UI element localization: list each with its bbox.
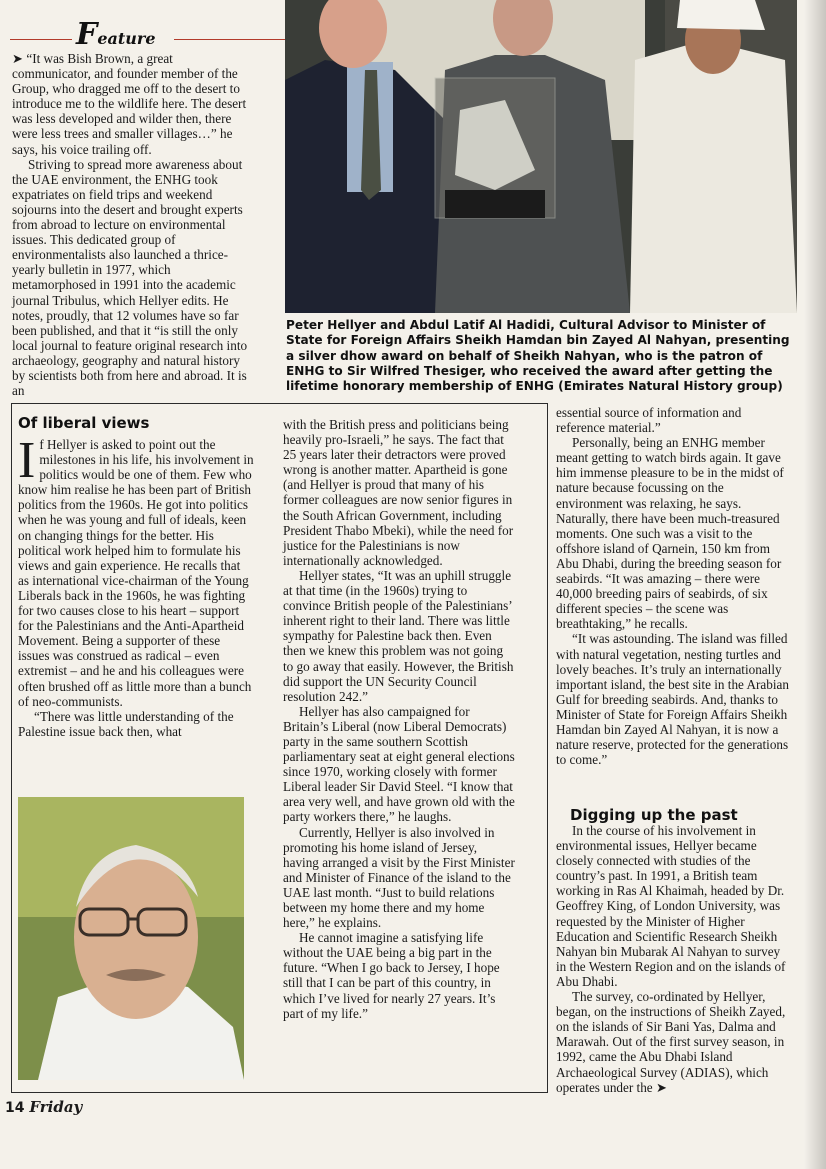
header-rule-left bbox=[10, 39, 72, 40]
intro-paragraph: ➤ “It was Bish Brown, a great communicator, and founder member of the Group, who dragged me off to the desert to introduce me to the wildlife here. The desert was less developed and wilder then, there were less trees and smaller villages…” he says, his voice trailing off. bbox=[12, 51, 247, 157]
award-photo bbox=[285, 0, 797, 313]
page-binding-shadow bbox=[804, 0, 826, 1169]
intro-paragraph: Striving to spread more awareness about the UAE environment, the ENHG took expatriates on field trips and weekend sojourns into the desert and brought experts from abroad to lecture on environmental issues. This dedicated group of environmentalists also launched a thrice-yearly bulletin in 1977, which metamorphosed in 1991 into the academic journal Tribulus, which Hellyer edits. He notes, proudly, that 12 volumes have so far been published, and that it “is still the only local journal to feature original research into archaeology, geography and natural history by scientists both from here and abroad. It is an bbox=[12, 156, 248, 399]
digging-title: Digging up the past bbox=[570, 806, 738, 824]
sidebar-lead-paragraph bbox=[18, 432, 254, 709]
sidebar-paragraph: “There was little understanding of the Palestine issue back then, what bbox=[18, 708, 234, 739]
digging-column bbox=[556, 823, 793, 1095]
sidebar-column-2 bbox=[283, 417, 515, 1021]
portrait-photo bbox=[18, 797, 244, 1080]
page-number: 14 bbox=[5, 1100, 25, 1116]
award-photo-image bbox=[285, 0, 797, 313]
header-rule-right bbox=[174, 39, 294, 40]
sidebar-paragraph: with the British press and politicians being heavily pro-Israeli,” he says. The fact that 25 years later their detractors were proved wrong is another matter. Apartheid is gone (and Hellyer is proud that many of his former colleagues are now senior figures in the South African Government, including President Thabo Mbeki), while the need for justice for the Palestinians is now internationally acknowledged. bbox=[283, 417, 514, 568]
section-title-rest: eature bbox=[97, 29, 156, 48]
magazine-name: Friday bbox=[29, 1098, 83, 1116]
intro-column bbox=[12, 51, 250, 398]
digging-paragraph: The survey, co-ordinated by Hellyer, began, on the instructions of Sheikh Zayed, on the islands of Sir Bani Yas, Dalma and Marawah. Out of the first survey season, in 1992, came the Abu Dhabi Island Archaeological Survey (ADIAS), which operates under the ➤ bbox=[556, 989, 786, 1095]
section-title-initial: F bbox=[76, 17, 98, 52]
right-paragraph: Personally, being an ENHG member meant getting to watch birds again. It gave him immense pleasure to be in the midst of nature because focussing on the environment was relaxing, he says. Naturally, there have been much-treasured moments. One such was a visit to the offshore island of Qarnein, 150 km from Abu Dhabi, during the breeding season for seabirds. “It was amazing – there were 40,000 breeding pairs of seabirds, of six different species – the scene was breathtaking,” he recalls. bbox=[556, 435, 784, 632]
sidebar-lead-text: f Hellyer is asked to point out the milestones in his life, his involvement in politics would be one of them. Few who know him realise he has been part of British politics from the 1960s. He got into politics when he was young and full of ideals, keen on changing things for the better. His political work helped him to formulate his views and gain experience. He recalls that as international vice-chairman of the Young Liberals back in the 1960s, he was fighting for two causes close to his heart – support for the Palestinians and the Anti-Apartheid Movement. Being a supporter of these issues was construed as radical – even extremist – and he and his colleagues were often brushed off as little more than a bunch of neo-communists. bbox=[18, 437, 254, 709]
right-column bbox=[556, 405, 793, 767]
sidebar-paragraph: Hellyer has also campaigned for Britain’s Liberal (now Liberal Democrats) party in the same southern Scottish parliamentary seat at eight general elections since 1970, working closely with former Liberal leader Sir David Steel. “I know that area very well, and have grown old with the party workers there,” he laughs. bbox=[283, 703, 515, 825]
portrait-photo-image bbox=[18, 797, 244, 1080]
section-title bbox=[76, 17, 156, 52]
right-paragraph: “It was astounding. The island was filled with natural vegetation, nesting turtles and lovely beaches. It’s truly an internationally important island, the best site in the Arabian Gulf for breeding seabirds. And, thanks to Minister of State for Foreign Affairs Sheikh Hamdan bin Zayed Al Nahyan, it is now a nature reserve, protected for the generations to come.” bbox=[556, 631, 789, 768]
sidebar-column-1 bbox=[18, 432, 254, 739]
sidebar-paragraph: He cannot imagine a satisfying life without the UAE being a big part in the future. “When I go back to Jersey, I hope still that I can be part of this country, in which I’ve lived for nearly 27 years. It’s part of my life.” bbox=[283, 930, 500, 1021]
sidebar-title: Of liberal views bbox=[18, 414, 150, 432]
page-footer bbox=[5, 1098, 82, 1116]
photo-caption: Peter Hellyer and Abdul Latif Al Hadidi, Cultural Advisor to Minister of State for Foreign Affairs Sheikh Hamdan bin Zayed Al Nahyan, presenting a silver dhow award on behalf of Sheikh Nahyan, who is the patron of ENHG to Sir Wilfred Thesiger, who received the award after getting the lifetime honorary membership of ENHG (Emirates Natural History group) bbox=[286, 318, 790, 394]
sidebar-paragraph: Currently, Hellyer is also involved in promoting his home island of Jersey, having arranged a visit by the First Minister and Minister of Finance of the island to the UAE last month. “Just to build relations between my home there and my home here,” he explains. bbox=[283, 824, 515, 931]
right-paragraph: essential source of information and reference material.” bbox=[556, 405, 742, 436]
sidebar-paragraph: Hellyer states, “It was an uphill struggle at that time (in the 1960s) trying to convince British people of the Palestinians’ inherent right to their land. There was little sympathy for Palestine back then. Even then we knew this problem was not going to go away that easily. However, the British did support the UN Security Council resolution 242.” bbox=[283, 567, 514, 704]
digging-paragraph: In the course of his involvement in environmental issues, Hellyer became closely connected with studies of the country’s past. In 1991, a British team working in Ras Al Khaimah, headed by Dr. Geoffrey King, of London University, was requested by the Minister of Higher Education and Scientific Research Sheikh Nahyan bin Mubarak Al Nahyan to survey in the Western Region and on the islands of Abu Dhabi. bbox=[556, 823, 786, 989]
sidebar-dropcap: I bbox=[18, 432, 36, 489]
